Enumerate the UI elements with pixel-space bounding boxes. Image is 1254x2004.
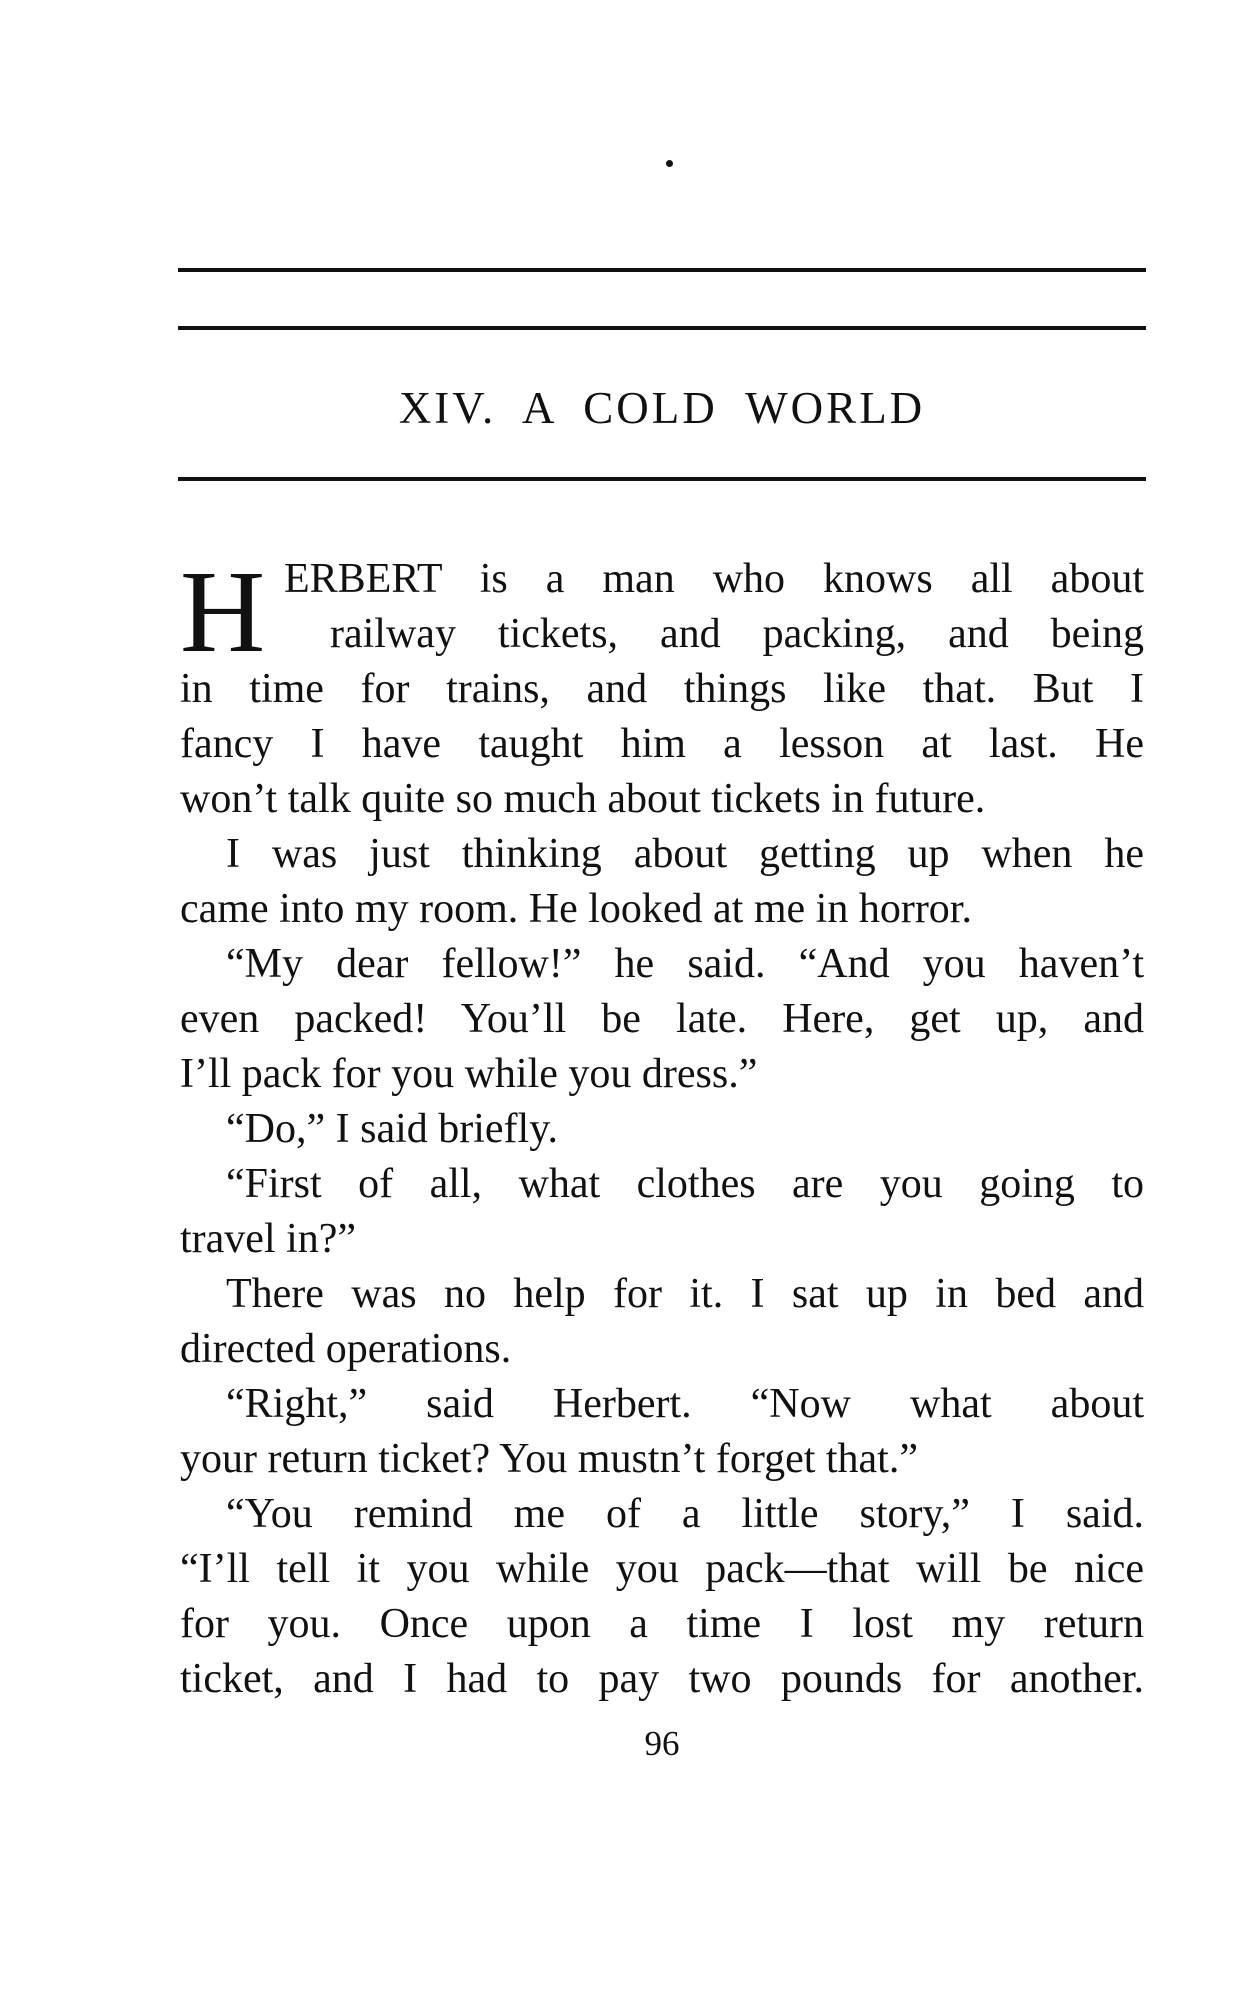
ornament-dot: [666, 160, 673, 167]
text-line: your return ticket? You mustn’t forget that.”: [180, 1436, 918, 1482]
page-number: 96: [644, 1724, 680, 1763]
body-text: [180, 546, 1144, 1707]
top-rule-2: [178, 326, 1146, 330]
drop-cap: H: [180, 546, 266, 677]
text-line: “First of all, what clothes are you going to: [226, 1161, 1144, 1207]
text-line: There was no help for it. I sat up in bed and: [226, 1271, 1144, 1317]
text-line: “Do,” I said briefly.: [226, 1106, 558, 1152]
text-line: travel in?”: [180, 1216, 357, 1262]
chapter-title: XIV. A COLD WORLD: [398, 383, 926, 433]
text-line: “My dear fellow!” he said. “And you haven’t: [226, 941, 1144, 987]
text-line: ERBERT is a man who knows all about: [284, 556, 1144, 602]
text-line: fancy I have taught him a lesson at last. He: [180, 721, 1144, 767]
top-rule-1: [178, 268, 1146, 272]
text-line: “You remind me of a little story,” I said.: [226, 1491, 1144, 1537]
text-line: railway tickets, and packing, and being: [330, 611, 1144, 657]
text-line: I’ll pack for you while you dress.”: [180, 1051, 758, 1097]
title-rule: [178, 477, 1146, 481]
text-line: won’t talk quite so much about tickets in future.: [180, 776, 986, 822]
text-line: ticket, and I had to pay two pounds for another.: [180, 1656, 1144, 1702]
text-line: I was just thinking about getting up when he: [226, 831, 1144, 877]
text-line: came into my room. He looked at me in horror.: [180, 886, 972, 932]
text-line: directed operations.: [180, 1326, 512, 1372]
text-line: “I’ll tell it you while you pack—that will be nice: [180, 1546, 1144, 1592]
text-line: in time for trains, and things like that. But I: [180, 666, 1144, 712]
text-line: even packed! You’ll be late. Here, get up, and: [180, 996, 1144, 1042]
text-line: “Right,” said Herbert. “Now what about: [226, 1381, 1144, 1427]
text-line: for you. Once upon a time I lost my return: [180, 1601, 1144, 1647]
